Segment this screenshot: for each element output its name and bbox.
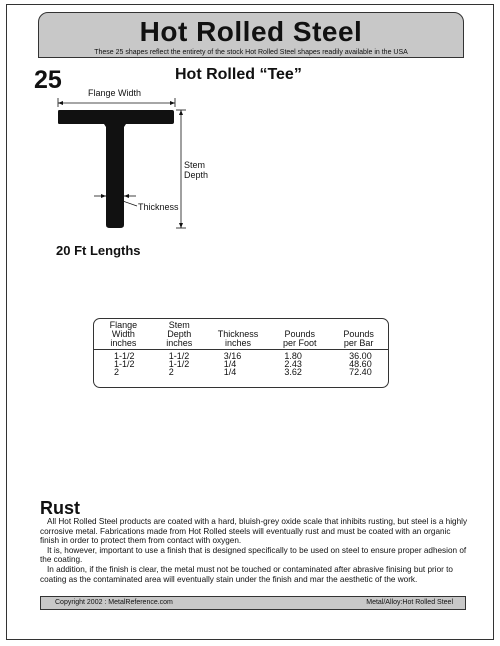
lengths-label: 20 Ft Lengths [56, 243, 141, 258]
table-header-row [94, 319, 388, 350]
header-thickness: Thickness inches [206, 319, 271, 350]
shape-number: 25 [34, 66, 62, 94]
footer-category: Metal/Alloy:Hot Rolled Steel [366, 599, 453, 606]
flange-width-label: Flange Width [88, 88, 142, 98]
rust-heading: Rust [40, 498, 80, 518]
flange-arrow-right [170, 101, 175, 105]
spec-table [94, 319, 388, 376]
table-row: 2 2 1/4 3.62 72.40 [114, 367, 372, 377]
stem-label: Stem [184, 160, 206, 170]
tee-shape-drawing [36, 88, 209, 238]
tee-diagram [36, 88, 209, 238]
stem-arrow-top [179, 110, 183, 115]
page-subtitle: These 25 shapes reflect the entirety of the stock Hot Rolled Steel shapes readily available in the USA [94, 49, 408, 56]
thickness-arrow-left [101, 194, 106, 198]
footer-bar [40, 596, 466, 610]
table-row: 1-1/2 1-1/2 1/4 2.43 48.60 [114, 359, 372, 369]
footer-copyright: Copyright 2002 : MetalReference.com [55, 599, 173, 606]
rust-paragraph-1: All Hot Rolled Steel products are coated with a hard, bluish-grey oxide scale that inhibits rusting, but steel is a highly corrosive metal. Fabrications made from Hot Rolled steels will eventually rust and must be coated with an organic finish in order to protect them from contact with oxygen. [40, 517, 468, 546]
header-stem-depth: Stem Depth inches [153, 319, 206, 350]
header-banner [38, 12, 464, 58]
flange-arrow-left [58, 101, 63, 105]
header-pounds-per-bar: Pounds per Bar [329, 319, 388, 350]
stem-arrow-bottom [179, 223, 183, 228]
rust-body [40, 517, 470, 584]
table-row: 1-1/2 1-1/2 3/16 1.80 36.00 [114, 351, 372, 361]
thickness-label: Thickness [138, 202, 179, 212]
rust-paragraph-3: In addition, if the finish is clear, the metal must not be touched or contaminated after abrasive finising but prior to coating as the contaminated area will eventually stain under the finish and mar the aesthetic of the work. [40, 564, 453, 584]
spec-table-box [93, 318, 389, 388]
rust-paragraph-2: It is, however, important to use a finish that is designed specifically to be used on steel to ensure proper adhesion of the coating. [40, 545, 467, 565]
shape-title: Hot Rolled “Tee” [175, 66, 302, 83]
header-pounds-per-foot: Pounds per Foot [270, 319, 329, 350]
page-title: Hot Rolled Steel [139, 16, 363, 47]
depth-label: Depth [184, 170, 209, 180]
header-flange-width: Flange Width inches [94, 319, 153, 350]
thickness-arrow-right [124, 194, 129, 198]
